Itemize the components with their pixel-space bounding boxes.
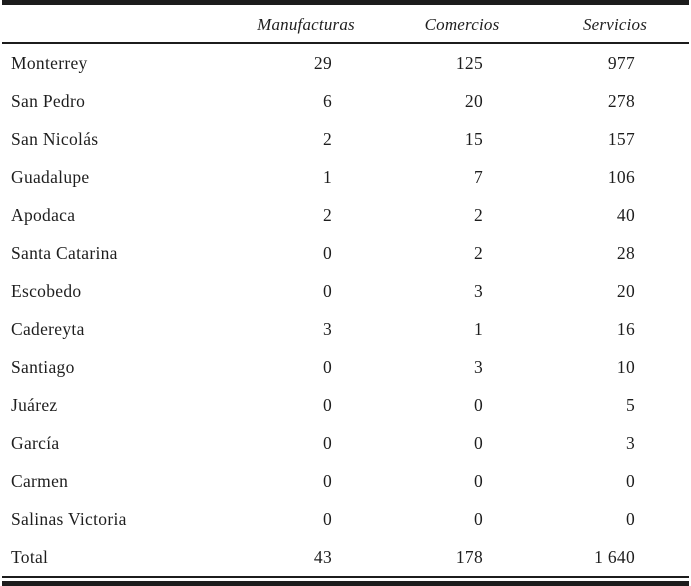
cell-value: 2 — [473, 242, 483, 263]
table-row — [2, 43, 689, 82]
row-label: San Pedro — [11, 90, 86, 111]
row-label: Cadereyta — [11, 318, 85, 339]
cell-value: 2 — [322, 128, 332, 149]
cell-value: 20 — [464, 90, 483, 111]
cell-value: 2 — [322, 204, 332, 225]
table-row — [2, 196, 689, 234]
cell-value: 3 — [473, 356, 483, 377]
cell-value: 28 — [616, 242, 635, 263]
cell-value: 1 — [322, 166, 332, 187]
cell-value: 125 — [455, 52, 483, 73]
table-row — [2, 348, 689, 386]
cell-value: 0 — [473, 432, 483, 453]
table-row — [2, 120, 689, 158]
cell-value: 29 — [313, 52, 332, 73]
row-label: Juárez — [11, 394, 58, 415]
row-label: Monterrey — [11, 52, 88, 73]
cell-value: 0 — [473, 394, 483, 415]
row-label: Total — [2, 538, 229, 577]
table-body — [2, 43, 689, 577]
table-row — [2, 234, 689, 272]
cell-value: 0 — [322, 394, 332, 415]
cell-value: 43 — [229, 538, 383, 577]
table-row — [2, 538, 689, 577]
cell-value: 0 — [625, 508, 635, 529]
cell-value: 3 — [322, 318, 332, 339]
table-row — [2, 272, 689, 310]
cell-value: 10 — [616, 356, 635, 377]
row-label: García — [11, 432, 60, 453]
cell-value: 0 — [473, 470, 483, 491]
cell-value: 178 — [383, 538, 541, 577]
cell-value: 1 640 — [541, 538, 689, 577]
cell-value: 0 — [322, 508, 332, 529]
row-label: Santa Catarina — [11, 242, 118, 263]
scanned-table-frame — [2, 0, 689, 586]
cell-value: 106 — [607, 166, 635, 187]
table-row — [2, 386, 689, 424]
row-label: San Nicolás — [11, 128, 99, 149]
table-row — [2, 310, 689, 348]
row-label: Santiago — [11, 356, 75, 377]
col-header-manufacturas: Manufacturas — [229, 5, 383, 43]
cell-value: 16 — [616, 318, 635, 339]
cell-value: 15 — [464, 128, 483, 149]
corner-header-blank — [2, 5, 229, 43]
cell-value: 0 — [322, 242, 332, 263]
cell-value: 0 — [322, 432, 332, 453]
row-label: Carmen — [11, 470, 69, 491]
table-row — [2, 424, 689, 462]
cell-value: 157 — [607, 128, 635, 149]
municipality-sector-table — [2, 5, 689, 578]
cell-value: 20 — [616, 280, 635, 301]
cell-value: 6 — [322, 90, 332, 111]
cell-value: 977 — [607, 52, 635, 73]
cell-value: 0 — [322, 356, 332, 377]
table-row — [2, 158, 689, 196]
cell-value: 3 — [625, 432, 635, 453]
header-row — [2, 5, 689, 43]
cell-value: 0 — [473, 508, 483, 529]
col-header-comercios: Comercios — [383, 5, 541, 43]
col-header-servicios: Servicios — [541, 5, 689, 43]
cell-value: 278 — [607, 90, 635, 111]
cell-value: 0 — [322, 280, 332, 301]
table-row — [2, 500, 689, 538]
row-label: Escobedo — [11, 280, 82, 301]
cell-value: 40 — [616, 204, 635, 225]
cell-value: 0 — [625, 470, 635, 491]
cell-value: 2 — [473, 204, 483, 225]
cell-value: 0 — [322, 470, 332, 491]
cell-value: 7 — [473, 166, 483, 187]
table-row — [2, 462, 689, 500]
row-label: Salinas Victoria — [11, 508, 127, 529]
cell-value: 1 — [473, 318, 483, 339]
row-label: Apodaca — [11, 204, 76, 225]
cell-value: 3 — [473, 280, 483, 301]
row-label: Guadalupe — [11, 166, 90, 187]
cell-value: 5 — [625, 394, 635, 415]
table-row — [2, 82, 689, 120]
